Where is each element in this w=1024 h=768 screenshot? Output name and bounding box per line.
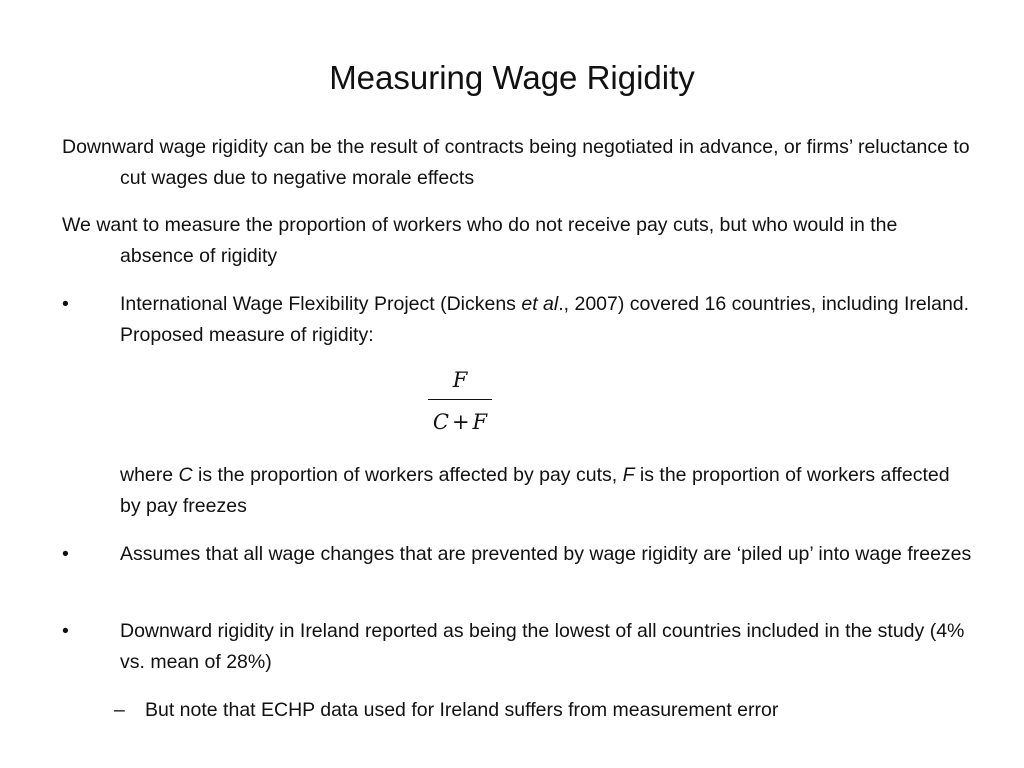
bullet-iwfp-text bbox=[120, 289, 972, 351]
formula-denominator bbox=[420, 408, 500, 436]
where-text-2: is the proportion of workers affected by pay cuts, bbox=[192, 464, 623, 486]
denominator-c: C bbox=[432, 410, 449, 434]
fraction-bar bbox=[428, 399, 492, 400]
plus-operator: + bbox=[451, 410, 470, 434]
where-text-1: where bbox=[120, 464, 179, 486]
slide-title: Measuring Wage Rigidity bbox=[329, 59, 695, 96]
bullet-marker: • bbox=[62, 543, 69, 565]
paragraph-measure-goal: We want to measure the proportion of workers who do not receive pay cuts, but who would in the absence of rigidity bbox=[62, 214, 898, 267]
rigidity-formula bbox=[420, 362, 500, 442]
variable-c: C bbox=[178, 464, 193, 486]
et-al-italic: et al bbox=[521, 293, 559, 315]
where-text-3: is the proportion of workers affected by pay freezes bbox=[120, 464, 950, 517]
paragraph-downward-rigidity: Downward wage rigidity can be the result of contracts being negotiated in advance, or firms’ reluctance to cut wages due to negative morale effects bbox=[62, 136, 970, 189]
iwfp-text-end: ., 2007) covered 16 countries, including Ireland. Proposed measure of rigidity: bbox=[120, 293, 970, 346]
bullet-piled-up-text: Assumes that all wage changes that are prevented by wage rigidity are ‘piled up’ into wage freezes bbox=[120, 543, 972, 565]
bullet-marker: • bbox=[62, 620, 69, 642]
bullet-ireland-lowest-text: Downward rigidity in Ireland reported as being the lowest of all countries included in the study (4% vs. mean of 28%) bbox=[120, 620, 965, 673]
formula-explanation bbox=[120, 460, 972, 522]
variable-f: F bbox=[622, 464, 635, 486]
iwfp-text-start: International Wage Flexibility Project (Dickens bbox=[120, 293, 522, 315]
sub-bullet-echp-text: But note that ECHP data used for Ireland suffers from measurement error bbox=[145, 699, 779, 721]
bullet-marker: • bbox=[62, 293, 69, 315]
denominator-f: F bbox=[472, 410, 488, 434]
dash-marker: – bbox=[114, 699, 125, 721]
formula-numerator: F bbox=[452, 368, 468, 392]
